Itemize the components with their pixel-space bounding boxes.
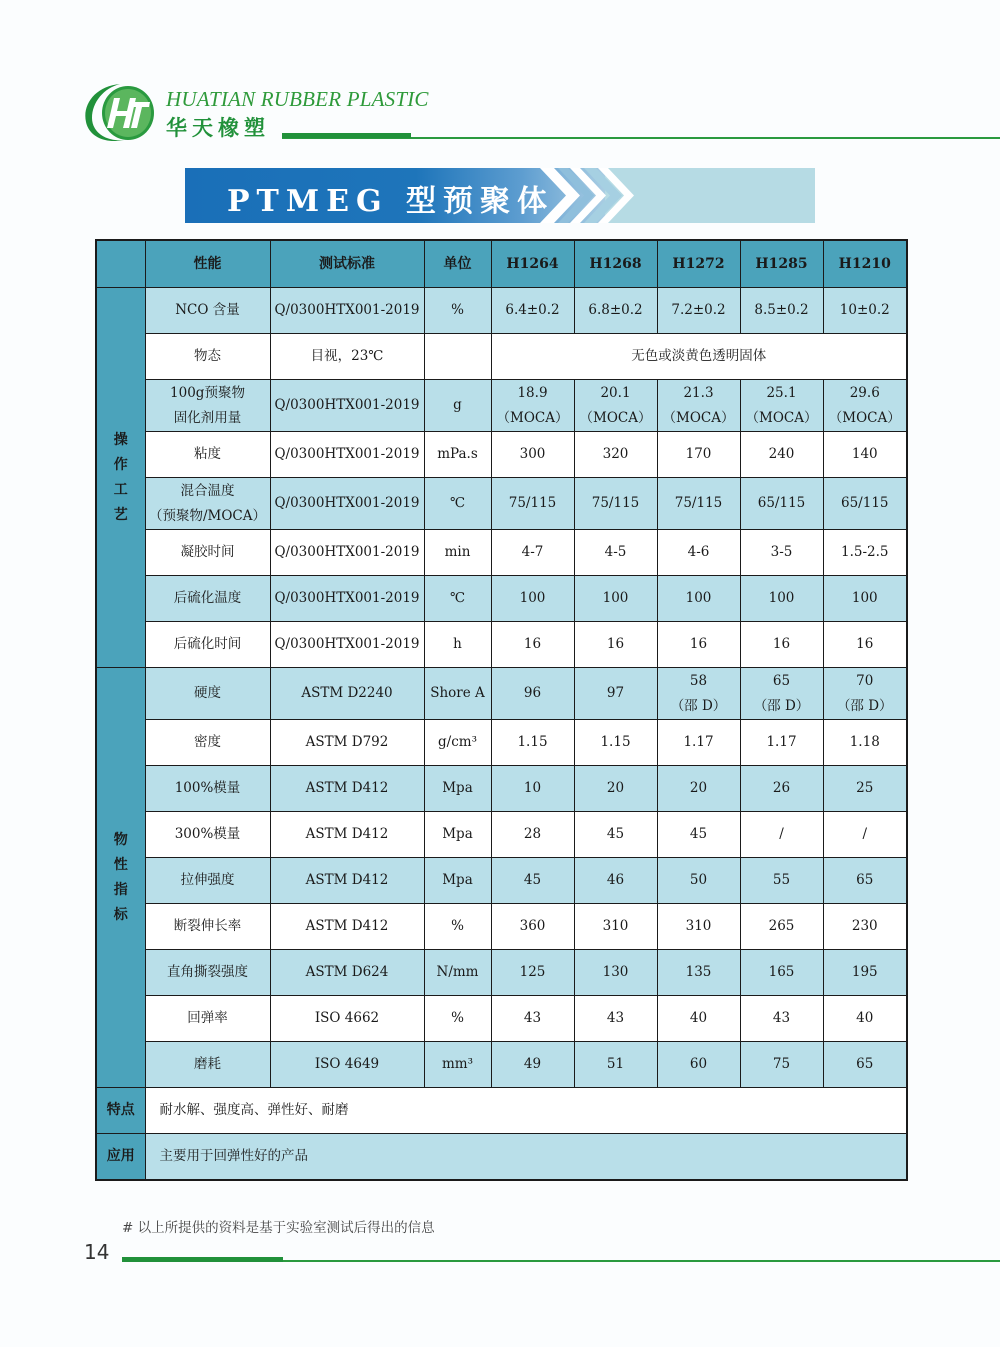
cell-property: 300%模量 bbox=[145, 812, 270, 858]
cell-value: 65/115 bbox=[823, 478, 907, 530]
cell-value: 97 bbox=[574, 668, 657, 720]
cell-value: 96 bbox=[491, 668, 574, 720]
cell-unit: min bbox=[424, 530, 491, 576]
header-unit: 单位 bbox=[424, 240, 491, 288]
header-model: H1285 bbox=[740, 240, 823, 288]
cell-property: 拉伸强度 bbox=[145, 858, 270, 904]
cell-value: 25 bbox=[823, 766, 907, 812]
cell-unit: h bbox=[424, 622, 491, 668]
cell-value: 135 bbox=[657, 950, 740, 996]
cell-standard: ASTM D412 bbox=[270, 812, 424, 858]
cell-value: 46 bbox=[574, 858, 657, 904]
cell-standard: ASTM D624 bbox=[270, 950, 424, 996]
brand-name-cn: 华天橡塑 bbox=[166, 116, 270, 140]
cell-property: 断裂伸长率 bbox=[145, 904, 270, 950]
cell-value: 240 bbox=[740, 432, 823, 478]
cell-value: 265 bbox=[740, 904, 823, 950]
cell-standard: ASTM D412 bbox=[270, 858, 424, 904]
cell-value: 45 bbox=[657, 812, 740, 858]
cell-unit: Mpa bbox=[424, 766, 491, 812]
cell-value: 65 （邵 D） bbox=[740, 668, 823, 720]
cell-value: 100 bbox=[823, 576, 907, 622]
cell-unit: % bbox=[424, 288, 491, 334]
table-row-mix-temp bbox=[96, 478, 907, 530]
table-row-density bbox=[96, 720, 907, 766]
cell-value: 20 bbox=[574, 766, 657, 812]
cell-property: 凝胶时间 bbox=[145, 530, 270, 576]
cell-unit: mm³ bbox=[424, 1042, 491, 1088]
cell-value: 16 bbox=[823, 622, 907, 668]
cell-value: 16 bbox=[657, 622, 740, 668]
table-row-state bbox=[96, 334, 907, 380]
footer-divider-accent bbox=[122, 1257, 283, 1262]
cell-value: 100 bbox=[740, 576, 823, 622]
table-row-application bbox=[96, 1134, 907, 1181]
header-property: 性能 bbox=[145, 240, 270, 288]
cell-property: 回弹率 bbox=[145, 996, 270, 1042]
cell-property: NCO 含量 bbox=[145, 288, 270, 334]
cell-value: 20 bbox=[657, 766, 740, 812]
cell-value: 29.6 （MOCA） bbox=[823, 380, 907, 432]
cell-value: 75/115 bbox=[657, 478, 740, 530]
cell-unit: ℃ bbox=[424, 576, 491, 622]
cell-value: 6.4±0.2 bbox=[491, 288, 574, 334]
cell-standard: Q/0300HTX001-2019 bbox=[270, 288, 424, 334]
cell-value: 26 bbox=[740, 766, 823, 812]
cell-unit: % bbox=[424, 996, 491, 1042]
cell-value: 18.9 （MOCA） bbox=[491, 380, 574, 432]
cell-unit: ℃ bbox=[424, 478, 491, 530]
cell-standard: ASTM D412 bbox=[270, 904, 424, 950]
features-label: 特点 bbox=[96, 1088, 145, 1134]
cell-value: 4-7 bbox=[491, 530, 574, 576]
cell-standard: ISO 4662 bbox=[270, 996, 424, 1042]
cell-value: 310 bbox=[657, 904, 740, 950]
cell-value: 40 bbox=[823, 996, 907, 1042]
cell-unit: mPa.s bbox=[424, 432, 491, 478]
cell-value: 16 bbox=[491, 622, 574, 668]
cell-value: 170 bbox=[657, 432, 740, 478]
cell-property: 物态 bbox=[145, 334, 270, 380]
cell-property: 后硫化温度 bbox=[145, 576, 270, 622]
cell-value: 1.15 bbox=[491, 720, 574, 766]
cell-value: 16 bbox=[740, 622, 823, 668]
cell-property: 直角撕裂强度 bbox=[145, 950, 270, 996]
cell-value: 1.15 bbox=[574, 720, 657, 766]
header-model: H1264 bbox=[491, 240, 574, 288]
cell-property: 100g预聚物 固化剂用量 bbox=[145, 380, 270, 432]
cell-value: 43 bbox=[740, 996, 823, 1042]
cell-unit: % bbox=[424, 904, 491, 950]
cell-property: 硬度 bbox=[145, 668, 270, 720]
cell-unit: Mpa bbox=[424, 858, 491, 904]
cell-value: 10±0.2 bbox=[823, 288, 907, 334]
cell-value: 130 bbox=[574, 950, 657, 996]
cell-unit: N/mm bbox=[424, 950, 491, 996]
table-row-rebound bbox=[96, 996, 907, 1042]
header-standard: 测试标准 bbox=[270, 240, 424, 288]
table-row-elongation bbox=[96, 904, 907, 950]
cell-property: 100%模量 bbox=[145, 766, 270, 812]
cell-value: / bbox=[740, 812, 823, 858]
cell-value: 1.18 bbox=[823, 720, 907, 766]
cell-value: 360 bbox=[491, 904, 574, 950]
table-row-curative bbox=[96, 380, 907, 432]
cell-standard: ISO 4649 bbox=[270, 1042, 424, 1088]
cell-standard: ASTM D792 bbox=[270, 720, 424, 766]
cell-value: 45 bbox=[574, 812, 657, 858]
cell-standard: ASTM D412 bbox=[270, 766, 424, 812]
table-row-tear bbox=[96, 950, 907, 996]
cell-value: 3-5 bbox=[740, 530, 823, 576]
header-divider-accent bbox=[282, 133, 411, 138]
cell-value: 75/115 bbox=[574, 478, 657, 530]
table-row-abrasion bbox=[96, 1042, 907, 1088]
cell-value: 65 bbox=[823, 1042, 907, 1088]
table-row-gel-time bbox=[96, 530, 907, 576]
chevron-arrows-icon bbox=[540, 168, 660, 223]
cell-value: 20.1 （MOCA） bbox=[574, 380, 657, 432]
cell-value: 50 bbox=[657, 858, 740, 904]
cell-value: 28 bbox=[491, 812, 574, 858]
cell-value: 1.17 bbox=[740, 720, 823, 766]
cell-value: 16 bbox=[574, 622, 657, 668]
cell-value: 300 bbox=[491, 432, 574, 478]
title-banner bbox=[185, 168, 815, 223]
table-row-postcure-temp bbox=[96, 576, 907, 622]
cell-value: 6.8±0.2 bbox=[574, 288, 657, 334]
cell-standard: Q/0300HTX001-2019 bbox=[270, 478, 424, 530]
table-row-tensile bbox=[96, 858, 907, 904]
group-label-process: 操 作 工 艺 bbox=[96, 288, 145, 668]
ht-logo-icon bbox=[80, 80, 162, 146]
header-model: H1268 bbox=[574, 240, 657, 288]
cell-value: 43 bbox=[491, 996, 574, 1042]
table-row-viscosity bbox=[96, 432, 907, 478]
footnote: # 以上所提供的资料是基于实验室测试后得出的信息 bbox=[122, 1220, 435, 1236]
cell-value: 230 bbox=[823, 904, 907, 950]
cell-value: 21.3 （MOCA） bbox=[657, 380, 740, 432]
cell-value: 25.1 （MOCA） bbox=[740, 380, 823, 432]
cell-value: 10 bbox=[491, 766, 574, 812]
table-header-row bbox=[96, 240, 907, 288]
cell-value: / bbox=[823, 812, 907, 858]
cell-value: 40 bbox=[657, 996, 740, 1042]
cell-value: 65/115 bbox=[740, 478, 823, 530]
brand-name-en: HUATIAN RUBBER PLASTIC bbox=[166, 87, 429, 111]
table-row-modulus-100 bbox=[96, 766, 907, 812]
cell-value: 43 bbox=[574, 996, 657, 1042]
cell-standard: 目视，23℃ bbox=[270, 334, 424, 380]
cell-value: 65 bbox=[823, 858, 907, 904]
cell-value: 49 bbox=[491, 1042, 574, 1088]
table-row-hardness bbox=[96, 668, 907, 720]
cell-value: 320 bbox=[574, 432, 657, 478]
application-label: 应用 bbox=[96, 1134, 145, 1181]
cell-value: 4-6 bbox=[657, 530, 740, 576]
cell-value: 55 bbox=[740, 858, 823, 904]
header-blank bbox=[96, 240, 145, 288]
page-title: PTMEG 型预聚体 bbox=[227, 184, 555, 219]
cell-property: 磨耗 bbox=[145, 1042, 270, 1088]
spec-table bbox=[95, 239, 908, 1181]
cell-value: 7.2±0.2 bbox=[657, 288, 740, 334]
cell-unit: g/cm³ bbox=[424, 720, 491, 766]
cell-unit bbox=[424, 334, 491, 380]
cell-standard: Q/0300HTX001-2019 bbox=[270, 380, 424, 432]
cell-value: 195 bbox=[823, 950, 907, 996]
cell-value: 140 bbox=[823, 432, 907, 478]
table-row-postcure-time bbox=[96, 622, 907, 668]
cell-value: 100 bbox=[491, 576, 574, 622]
features-text: 耐水解、强度高、弹性好、耐磨 bbox=[145, 1088, 907, 1134]
cell-standard: Q/0300HTX001-2019 bbox=[270, 530, 424, 576]
cell-standard: Q/0300HTX001-2019 bbox=[270, 432, 424, 478]
cell-value: 100 bbox=[574, 576, 657, 622]
cell-property: 粘度 bbox=[145, 432, 270, 478]
header-model: H1210 bbox=[823, 240, 907, 288]
cell-value: 45 bbox=[491, 858, 574, 904]
page-number: 14 bbox=[84, 1240, 110, 1264]
cell-value: 70 （邵 D） bbox=[823, 668, 907, 720]
cell-unit: g bbox=[424, 380, 491, 432]
cell-standard: Q/0300HTX001-2019 bbox=[270, 576, 424, 622]
table-row-modulus-300 bbox=[96, 812, 907, 858]
cell-value: 100 bbox=[657, 576, 740, 622]
cell-value: 125 bbox=[491, 950, 574, 996]
company-logo bbox=[80, 80, 162, 146]
application-text: 主要用于回弹性好的产品 bbox=[145, 1134, 907, 1181]
cell-value: 60 bbox=[657, 1042, 740, 1088]
cell-property: 密度 bbox=[145, 720, 270, 766]
cell-value: 75 bbox=[740, 1042, 823, 1088]
group-label-physical: 物 性 指 标 bbox=[96, 668, 145, 1088]
cell-value: 75/115 bbox=[491, 478, 574, 530]
table-row-features bbox=[96, 1088, 907, 1134]
cell-property: 后硫化时间 bbox=[145, 622, 270, 668]
cell-value: 165 bbox=[740, 950, 823, 996]
header-model: H1272 bbox=[657, 240, 740, 288]
cell-value: 58 （邵 D） bbox=[657, 668, 740, 720]
cell-unit: Mpa bbox=[424, 812, 491, 858]
cell-value: 1.17 bbox=[657, 720, 740, 766]
cell-value: 310 bbox=[574, 904, 657, 950]
cell-property: 混合温度 （预聚物/MOCA） bbox=[145, 478, 270, 530]
cell-unit: Shore A bbox=[424, 668, 491, 720]
cell-merged-value: 无色或淡黄色透明固体 bbox=[491, 334, 907, 380]
cell-standard: ASTM D2240 bbox=[270, 668, 424, 720]
cell-value: 8.5±0.2 bbox=[740, 288, 823, 334]
cell-value: 1.5-2.5 bbox=[823, 530, 907, 576]
cell-value: 51 bbox=[574, 1042, 657, 1088]
cell-standard: Q/0300HTX001-2019 bbox=[270, 622, 424, 668]
cell-value: 4-5 bbox=[574, 530, 657, 576]
table-row-nco bbox=[96, 288, 907, 334]
